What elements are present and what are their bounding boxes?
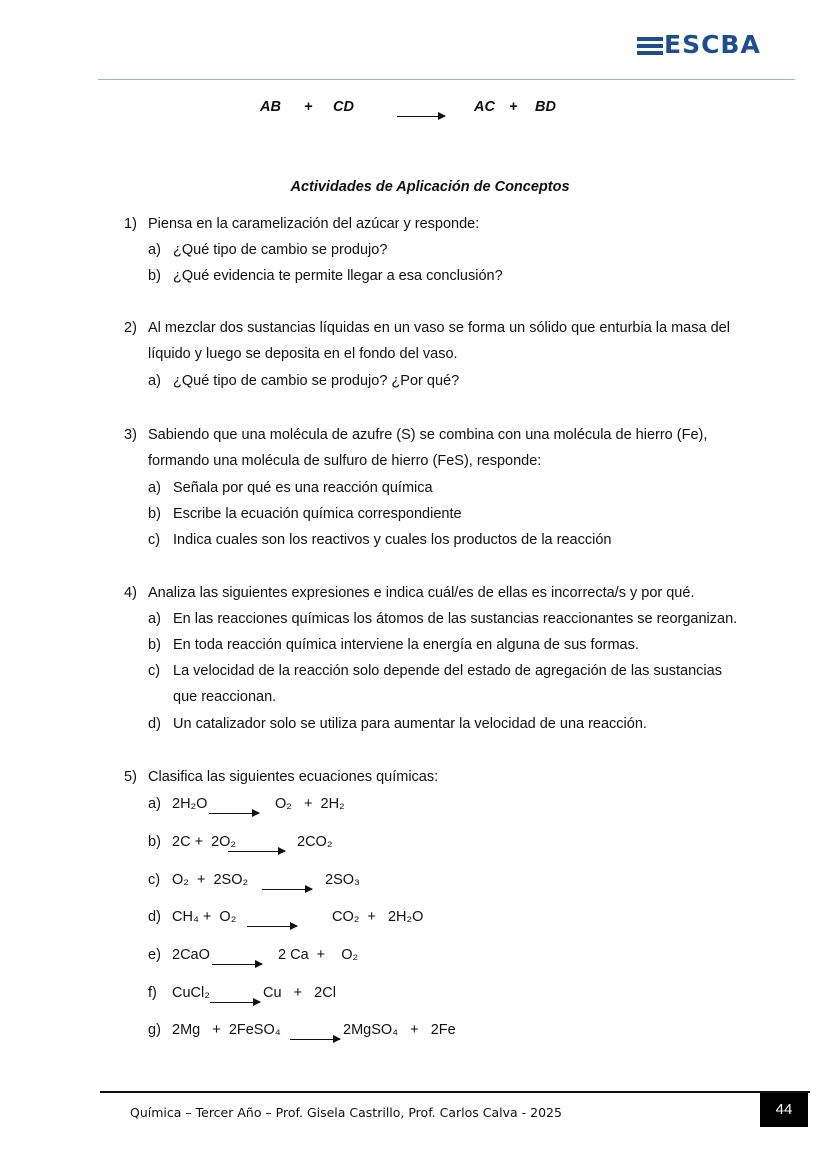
arrow-icon (212, 956, 262, 972)
item-text: En las reacciones químicas los átomos de las sustancias reaccionantes se reorganizan. (173, 611, 738, 627)
equation-products: Cu + 2Cl (263, 985, 336, 1001)
top-eq-r1: AB (260, 99, 281, 115)
equation-reactants: 2CaO (172, 947, 210, 963)
item-label: d) (148, 716, 161, 732)
equation-products: O₂ + 2H₂ (275, 796, 345, 812)
equation-products: CO₂ + 2H₂O (332, 909, 424, 925)
item-label: b) (148, 268, 161, 284)
question-text: Clasifica las siguientes ecuaciones químicas: (148, 769, 439, 785)
item-label: b) (148, 637, 161, 653)
logo-bars-icon (637, 37, 663, 55)
item-label: b) (148, 506, 161, 522)
equation-label: d) (148, 909, 161, 925)
equation-reactants: CuCl₂ (172, 985, 210, 1001)
item-text: ¿Qué tipo de cambio se produjo? (173, 242, 388, 258)
footer-text: Química – Tercer Año – Prof. Gisela Castrillo, Prof. Carlos Calva - 2025 (130, 1105, 562, 1120)
question-text: Analiza las siguientes expresiones e indica cuál/es de ellas es incorrecta/s y por qué. (148, 585, 695, 601)
question-number: 1) (124, 216, 137, 232)
question-number: 5) (124, 769, 137, 785)
arrow-icon (290, 1031, 340, 1047)
escba-logo (637, 30, 761, 59)
arrow-icon (262, 881, 312, 897)
top-eq-plus1: + (304, 99, 313, 115)
arrow-icon (397, 108, 445, 124)
top-eq-p2: BD (535, 99, 556, 115)
question-text: Al mezclar dos sustancias líquidas en un vaso se forma un sólido que enturbia la masa del (148, 320, 730, 336)
item-label: a) (148, 611, 161, 627)
equation-products: 2 Ca + O₂ (278, 947, 359, 963)
item-label: c) (148, 663, 161, 679)
arrow-icon (228, 843, 285, 859)
item-text: Indica cuales son los reactivos y cuales los productos de la reacción (173, 532, 612, 548)
equation-label: a) (148, 796, 161, 812)
equation-products: 2MgSO₄ + 2Fe (343, 1022, 456, 1038)
equation-reactants: 2Mg + 2FeSO₄ (172, 1022, 281, 1038)
equation-reactants: CH₄ + O₂ (172, 909, 237, 925)
section-title: Actividades de Aplicación de Conceptos (290, 179, 570, 195)
question-number: 3) (124, 427, 137, 443)
question-text: líquido y luego se deposita en el fondo del vaso. (148, 346, 458, 362)
item-label: c) (148, 532, 161, 548)
arrow-icon (209, 805, 259, 821)
question-number: 4) (124, 585, 137, 601)
equation-products: 2CO₂ (297, 834, 333, 850)
arrow-icon (210, 994, 260, 1010)
item-text: Escribe la ecuación química correspondiente (173, 506, 462, 522)
item-text: En toda reacción química interviene la energía en alguna de sus formas. (173, 637, 639, 653)
arrow-icon (247, 918, 297, 934)
logo-text: ESCBA (664, 30, 761, 59)
item-text: que reaccionan. (173, 689, 277, 705)
question-text: Sabiendo que una molécula de azufre (S) se combina con una molécula de hierro (Fe), (148, 427, 708, 443)
top-eq-plus2: + (509, 99, 518, 115)
equation-reactants: 2C + 2O₂ (172, 834, 237, 850)
page-number: 44 (760, 1093, 808, 1127)
item-text: ¿Qué tipo de cambio se produjo? ¿Por qué? (173, 373, 460, 389)
question-number: 2) (124, 320, 137, 336)
footer-divider (100, 1091, 810, 1093)
equation-reactants: 2H₂O (172, 796, 208, 812)
equation-label: f) (148, 985, 157, 1001)
question-text: formando una molécula de sulfuro de hierro (FeS), responde: (148, 453, 542, 469)
header-divider (98, 79, 795, 80)
equation-label: e) (148, 947, 161, 963)
equation-label: c) (148, 872, 161, 888)
item-label: a) (148, 480, 161, 496)
top-eq-p1: AC (474, 99, 495, 115)
question-text: Piensa en la caramelización del azúcar y responde: (148, 216, 480, 232)
equation-products: 2SO₃ (325, 872, 360, 888)
item-text: ¿Qué evidencia te permite llegar a esa conclusión? (173, 268, 503, 284)
equation-label: b) (148, 834, 161, 850)
top-eq-r2: CD (333, 99, 354, 115)
item-text: Señala por qué es una reacción química (173, 480, 433, 496)
equation-reactants: O₂ + 2SO₂ (172, 872, 249, 888)
item-text: La velocidad de la reacción solo depende del estado de agregación de las sustancias (173, 663, 722, 679)
equation-label: g) (148, 1022, 161, 1038)
item-label: a) (148, 373, 161, 389)
item-label: a) (148, 242, 161, 258)
item-text: Un catalizador solo se utiliza para aumentar la velocidad de una reacción. (173, 716, 647, 732)
